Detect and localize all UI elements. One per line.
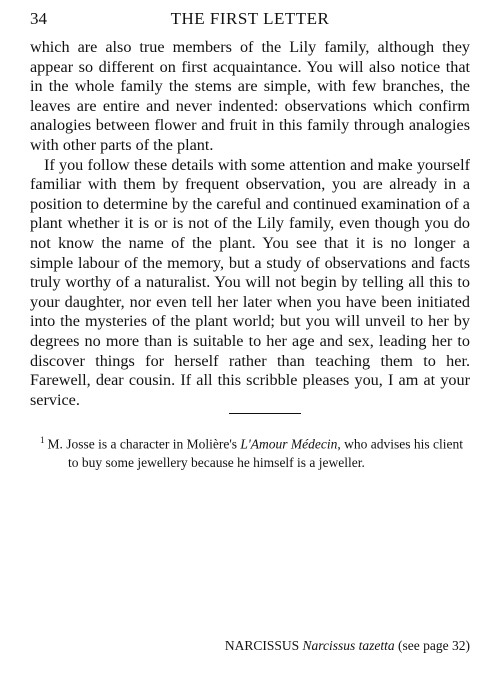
- footnote-text-before: M. Josse is a character in Molière's: [47, 436, 241, 452]
- caption-page-ref: (see page 32): [398, 638, 470, 653]
- running-head: THE FIRST LETTER: [170, 9, 330, 28]
- paragraph-1: which are also true members of the Lily family, although they appear so different on first acquaintance. You will also notice that in the whole family the stems are simple, with few branches, the leaves are entire and never indented: observations which confirm analogies between flower and fruit in this family through analogies with other parts of the plant.: [30, 38, 470, 154]
- paragraph-2: If you follow these details with some attention and make yourself familiar with them by frequent observation, you are already in a position to determine by the careful and continued examination of a plant whether it is or is not of the Lily family, even though you do not know the name of the plant. You see that it is no longer a simple labour of the memory, but a study of observations and facts truly worthy of a naturalist. You will not begin by telling all this to your daughter, nor even tell her later when you have been initiated into the mysteries of the plant world; but you will unveil to her by degrees no more than is suitable to her age and sex, leading her to discover things for herself rather than teaching them to her. Farewell, dear cousin. If all this scribble pleases you, I am at your service.: [30, 155, 470, 409]
- footnote-line-2: to buy some jewellery because he himself is a jeweller.: [68, 455, 365, 470]
- figure-caption: [225, 638, 470, 654]
- body-text: [30, 38, 470, 410]
- footnote-text-after: , who advises his client: [337, 436, 463, 452]
- caption-latin-name: Narcissus tazetta: [302, 638, 395, 653]
- footnote-rule: [229, 413, 301, 414]
- page-number: 34: [30, 9, 47, 28]
- footnote-marker: 1: [40, 435, 45, 445]
- footnote-line-1: [40, 431, 470, 454]
- footnote: [40, 431, 470, 473]
- caption-common-name: NARCISSUS: [224, 638, 300, 653]
- footnote-title: L'Amour Médecin: [240, 436, 338, 452]
